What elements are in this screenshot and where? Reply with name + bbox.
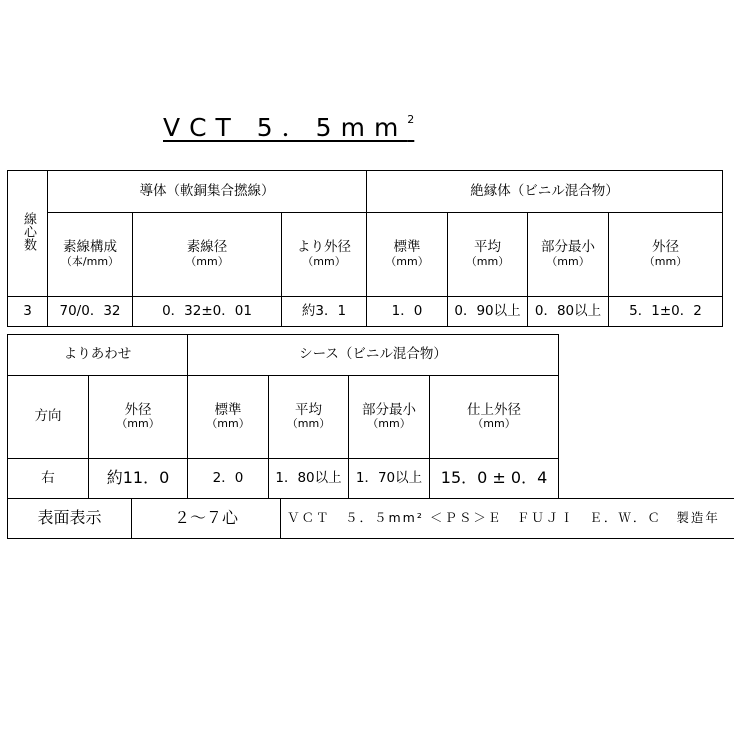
sheath-table bbox=[7, 334, 559, 499]
cores-value: 3 bbox=[8, 297, 48, 327]
col-header-twist-direction: 方向 bbox=[8, 376, 89, 459]
spec-table bbox=[7, 170, 723, 327]
cores-header: 線心数 bbox=[8, 171, 48, 297]
marking-label: 表面表示 bbox=[8, 499, 132, 539]
col-header-sheath-min: 部分最小 （mm） bbox=[349, 376, 430, 459]
finished-outer-diameter-value: 15．0 ± 0．4 bbox=[430, 459, 559, 499]
col-header-standard-thickness: 標準 （mm） bbox=[367, 213, 448, 297]
sheath-standard-value: 2．0 bbox=[188, 459, 269, 499]
strand-diameter-value: 0．32±0．01 bbox=[133, 297, 282, 327]
col-header-finished-outer-diameter: 仕上外径 （mm） bbox=[430, 376, 559, 459]
marking-text: ＶＣＴ ５．５mm² ＜ＰＳ＞Ｅ ＦＵＪＩ Ｅ．Ｗ．Ｃ 製造年 bbox=[281, 499, 734, 539]
col-header-sheath-average: 平均 （mm） bbox=[269, 376, 349, 459]
col-header-strand-composition: 素線構成 （本/mm） bbox=[48, 213, 133, 297]
sheath-average-value: 1．80以上 bbox=[269, 459, 349, 499]
marking-table bbox=[7, 498, 734, 539]
col-header-sheath-standard: 標準 （mm） bbox=[188, 376, 269, 459]
sheath-min-value: 1．70以上 bbox=[349, 459, 430, 499]
marking-core-range: ２～７心 bbox=[132, 499, 281, 539]
col-header-strand-diameter: 素線径 （mm） bbox=[133, 213, 282, 297]
title-superscript: 2 bbox=[407, 112, 415, 126]
twist-direction-value: 右 bbox=[8, 459, 89, 499]
twist-outer-diameter-value: 約11．0 bbox=[89, 459, 188, 499]
sheath-group-header: シース（ビニル混合物） bbox=[188, 335, 559, 376]
col-header-twist-outer-diameter: 外径 （mm） bbox=[89, 376, 188, 459]
conductor-group-header: 導体（軟銅集合撚線） bbox=[48, 171, 367, 213]
col-header-outer-diameter: 外径 （mm） bbox=[609, 213, 723, 297]
outer-diameter-value: 5．1±0．2 bbox=[609, 297, 723, 327]
insulation-group-header: 絶縁体（ビニル混合物） bbox=[367, 171, 723, 213]
stranded-outer-diameter-value: 約3．1 bbox=[282, 297, 367, 327]
col-header-average-thickness: 平均 （mm） bbox=[448, 213, 528, 297]
title-text: VCT 5．5mm bbox=[163, 113, 408, 142]
col-header-stranded-outer-diameter: より外径 （mm） bbox=[282, 213, 367, 297]
twist-group-header: よりあわせ bbox=[8, 335, 188, 376]
standard-thickness-value: 1．0 bbox=[367, 297, 448, 327]
average-thickness-value: 0．90以上 bbox=[448, 297, 528, 327]
page-title bbox=[163, 108, 414, 144]
strand-composition-value: 70/0．32 bbox=[48, 297, 133, 327]
col-header-min-thickness: 部分最小 （mm） bbox=[528, 213, 609, 297]
min-thickness-value: 0．80以上 bbox=[528, 297, 609, 327]
